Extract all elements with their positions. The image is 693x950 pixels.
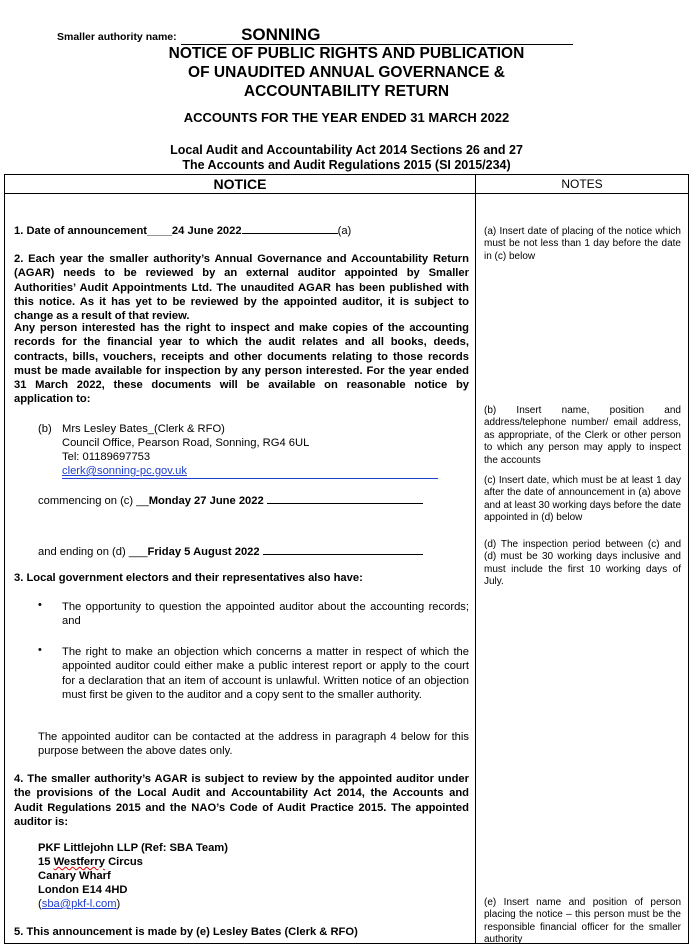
note-a: (a) Insert date of placing of the notice which must be not less than 1 day before the date in (c) below — [484, 226, 681, 262]
commencing-line — [38, 492, 458, 508]
auditor-street — [38, 855, 458, 869]
announcement-date-value: 24 June 2022 — [171, 225, 242, 237]
title-line-1: NOTICE OF PUBLIC RIGHTS AND PUBLICATION — [168, 45, 525, 62]
contact-address: Council Office, Pearson Road, Sonning, RG4 6UL — [62, 437, 310, 449]
paragraph-3: 3. Local government electors and their representatives also have: — [14, 572, 363, 584]
accounts-year-line: ACCOUNTS FOR THE YEAR ENDED 31 MARCH 2022 — [183, 110, 510, 125]
paragraph-2a: 2. Each year the smaller authority’s Annual Governance and Accountability Return (AGAR) needs to be reviewed by an external auditor appointed by Smaller Authorities’ Audit Appointments Ltd. The unaudited AGAR has been published with this notice. As it has yet to be reviewed by the appointed auditor, it is subject to change as a result of that review. — [14, 253, 469, 323]
ending-line — [38, 543, 458, 559]
contact-email-link[interactable]: clerk@sonning-pc.gov.uk — [62, 465, 187, 477]
note-e: (e) Insert name and position of person placing the notice – this person must be the responsible financial officer for the smaller authority — [484, 897, 681, 946]
contact-email-line — [62, 464, 438, 479]
title-line-2: OF UNAUDITED ANNUAL GOVERNANCE & — [188, 64, 505, 81]
auditor-name: PKF Littlejohn LLP (Ref: SBA Team) — [38, 842, 228, 854]
note-c: (c) Insert date, which must be at least 1 day after the date of announcement in (a) above and at least 30 working days before the date appointed in (d) below — [484, 475, 681, 524]
paragraph-5: 5. This announcement is made by (e) Lesley Bates (Clerk & RFO) — [14, 926, 358, 938]
bullet-2: The right to make an objection which concerns a matter in respect of which the appointed auditor could either make a public interest report or apply to the court for a declaration that an item of account is unlawful. Written notice of an objection must first be given to the auditor and a copy sent to the smaller authority. — [62, 646, 469, 701]
announcement-date-label: 1. Date of announcement____ — [14, 225, 172, 237]
notice-body — [5, 194, 476, 944]
bullet-dot-2: • — [38, 644, 42, 656]
announcement-date-marker: (a) — [337, 225, 352, 237]
ending-label: and ending on (d) ___ — [38, 546, 148, 558]
notice-table — [4, 174, 689, 944]
paragraph-4: 4. The smaller authority’s AGAR is subject to review by the appointed auditor under the provisions of the Local Audit and Accountability Act 2014, the Accounts and Audit Regulations 2015 and the NAO’s Code of Audit Practice 2015. The appointed auditor is: — [14, 773, 469, 828]
auditor-postcode: London E14 4HD — [38, 884, 128, 896]
auditor-street-number: 15 — [38, 856, 54, 868]
auditor-street-tail: Circus — [104, 856, 143, 868]
contact-name: Mrs Lesley Bates_(Clerk & RFO) — [62, 423, 225, 435]
auditor-street-name: Westferry — [53, 856, 105, 868]
authority-name-line — [57, 26, 657, 45]
act-line-2: The Accounts and Audit Regulations 2015 (SI 2015/234) — [182, 158, 511, 172]
bullet-1: The opportunity to question the appointed auditor about the accounting records; and — [62, 601, 469, 628]
act-line-1: Local Audit and Accountability Act 2014 Sections 26 and 27 — [170, 143, 523, 157]
commencing-date: Monday 27 June 2022 — [148, 495, 264, 507]
notice-column-header: NOTICE — [5, 175, 476, 194]
auditor-email-line — [38, 897, 458, 911]
bullet-dot-1: • — [38, 599, 42, 611]
notes-body — [476, 194, 689, 944]
note-d: (d) The inspection period between (c) and (d) must be 30 working days inclusive and must include the first 10 working days of July. — [484, 539, 681, 588]
note-b: (b) Insert name, position and address/telephone number/ email address, as appropriate, of the Clerk or other person to which any person may apply to inspect the accounts — [484, 405, 681, 466]
auditor-email-close-paren: ) — [116, 898, 121, 910]
title-line-3: ACCOUNTABILITY RETURN — [243, 83, 450, 100]
ending-date: Friday 5 August 2022 — [147, 546, 260, 558]
authority-name: SONNING — [181, 26, 573, 45]
announcement-date-line — [14, 222, 469, 238]
auditor-area: Canary Wharf — [38, 870, 111, 882]
contact-marker: (b) — [38, 423, 52, 435]
contact-tel: Tel: 01189697753 — [62, 451, 151, 463]
paragraph-2b: Any person interested has the right to inspect and make copies of the accounting records for the financial year to which the audit relates and all books, deeds, contracts, bills, vouchers, receipts and other documents relating to those records must be made available for inspection by any person interested. For the year ended 31 March 2022, these documents will be available on reasonable notice by application to: — [14, 322, 469, 406]
authority-label: Smaller authority name: — [57, 31, 177, 43]
commencing-label: commencing on (c) __ — [38, 495, 149, 507]
notes-column-header: NOTES — [476, 175, 689, 194]
paragraph-3-tail: The appointed auditor can be contacted at the address in paragraph 4 below for this purpose between the above dates only. — [38, 731, 469, 758]
auditor-email-open-paren: ( — [38, 898, 42, 910]
auditor-email-link[interactable]: sba@pkf-l.com — [41, 898, 117, 910]
